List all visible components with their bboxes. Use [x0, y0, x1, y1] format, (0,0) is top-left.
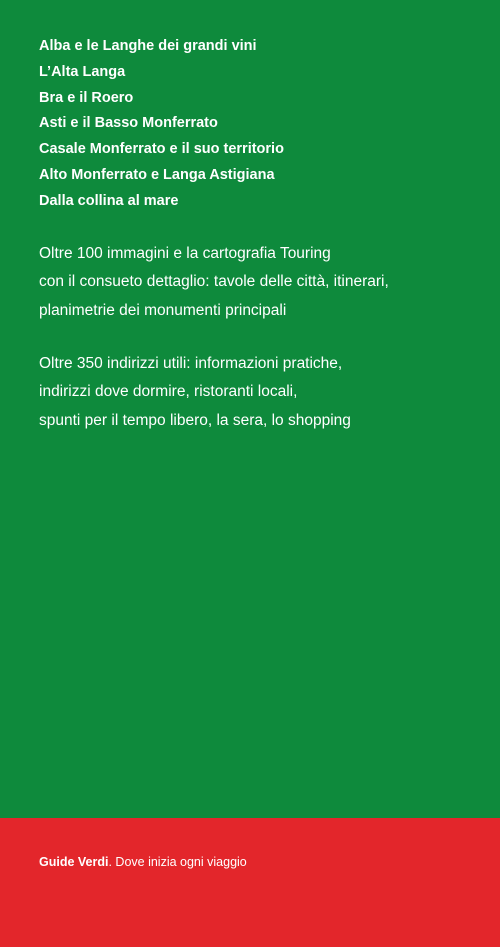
- chapter-item: L’Alta Langa: [39, 63, 126, 80]
- chapter-item: Dalla collina al mare: [39, 192, 179, 209]
- description-images: [39, 240, 479, 325]
- description-line: Oltre 350 indirizzi utili: informazioni pratiche,: [39, 355, 343, 372]
- description-line: con il consueto dettaglio: tavole delle città, itinerari,: [39, 273, 389, 291]
- slogan: . Dove inizia ogni viaggio: [108, 855, 247, 869]
- chapter-item: Alto Monferrato e Langa Astigiana: [39, 166, 275, 183]
- brand-name: Guide Verdi: [39, 855, 109, 869]
- chapter-item: Alba e le Langhe dei grandi vini: [39, 38, 257, 54]
- description-line: indirizzi dove dormire, ristoranti locali,: [39, 383, 298, 401]
- chapter-item: Asti e il Basso Monferrato: [39, 115, 218, 132]
- chapter-item: Bra e il Roero: [39, 89, 134, 106]
- description-addresses: [39, 350, 479, 435]
- description-line: spunti per il tempo libero, la sera, lo shopping: [39, 411, 351, 429]
- footer-tagline: [39, 852, 247, 872]
- red-footer-band: [0, 818, 500, 947]
- description-line: planimetrie dei monumenti principali: [39, 301, 287, 319]
- chapter-list: [39, 34, 284, 215]
- chapter-item: Casale Monferrato e il suo territorio: [39, 141, 284, 158]
- description-line: Oltre 100 immagini e la cartografia Touring: [39, 245, 331, 262]
